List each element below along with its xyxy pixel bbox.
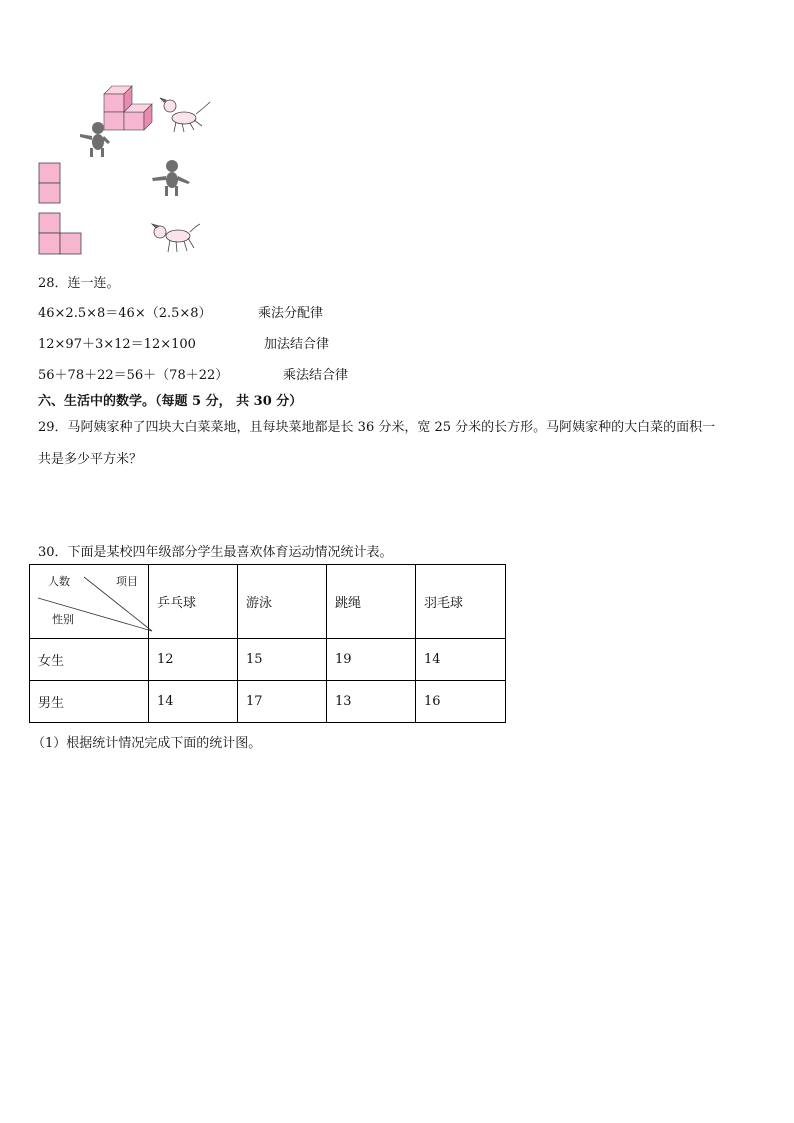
table-cell: 14 <box>149 681 238 723</box>
column-header: 羽毛球 <box>416 565 506 639</box>
corner-label-count: 人数 <box>48 575 70 588</box>
table-cell: 15 <box>238 639 327 681</box>
table-cell: 14 <box>416 639 506 681</box>
q28-expression-3: 56＋78＋22＝56＋（78＋22） <box>38 368 229 383</box>
sports-statistics-table <box>29 564 506 723</box>
table-row <box>30 639 506 681</box>
column-header: 乒乓球 <box>149 565 238 639</box>
table-cell: 12 <box>149 639 238 681</box>
monkey-icon <box>150 158 192 198</box>
table-header-row <box>30 565 506 639</box>
q28-law-3: 乘法结合律 <box>283 368 349 383</box>
corner-label-gender: 性别 <box>52 613 74 626</box>
section-6-heading: 六、生活中的数学。（每题 5 分， 共 30 分） <box>38 394 303 409</box>
q28-law-2: 加法结合律 <box>264 337 330 352</box>
q28-law-1: 乘法分配律 <box>258 306 324 321</box>
column-header: 游泳 <box>238 565 327 639</box>
question-29-line-2: 共是多少平方米？ <box>38 452 143 467</box>
q28-expression-1: 46×2.5×8＝46×（2.5×8） <box>38 306 212 321</box>
cube-stack-figure <box>76 84 216 164</box>
question-29-line-1: 29．马阿姨家种了四块大白菜菜地，且每块菜地都是长 36 分米，宽 25 分米的长方形。马阿姨家种的大白菜的面积一 <box>38 420 716 435</box>
table-cell: 17 <box>238 681 327 723</box>
table-row <box>30 681 506 723</box>
dog-icon <box>160 98 210 132</box>
q28-expression-2: 12×97＋3×12＝12×100 <box>38 337 196 352</box>
view-figure-two-squares <box>38 162 62 206</box>
table-cell: 19 <box>327 639 416 681</box>
table-cell: 16 <box>416 681 506 723</box>
row-label: 男生 <box>30 681 149 723</box>
question-30-subquestion-1: （1）根据统计情况完成下面的统计图。 <box>32 736 262 751</box>
table-corner-cell <box>30 565 149 639</box>
row-label: 女生 <box>30 639 149 681</box>
table-cell: 13 <box>327 681 416 723</box>
question-28-title: 28．连一连。 <box>38 276 120 291</box>
question-30-title: 30．下面是某校四年级部分学生最喜欢体育运动情况统计表。 <box>38 545 393 560</box>
view-figure-l-shape <box>38 212 84 256</box>
column-header: 跳绳 <box>327 565 416 639</box>
corner-label-item: 项目 <box>116 575 138 588</box>
dog-icon <box>150 220 202 256</box>
